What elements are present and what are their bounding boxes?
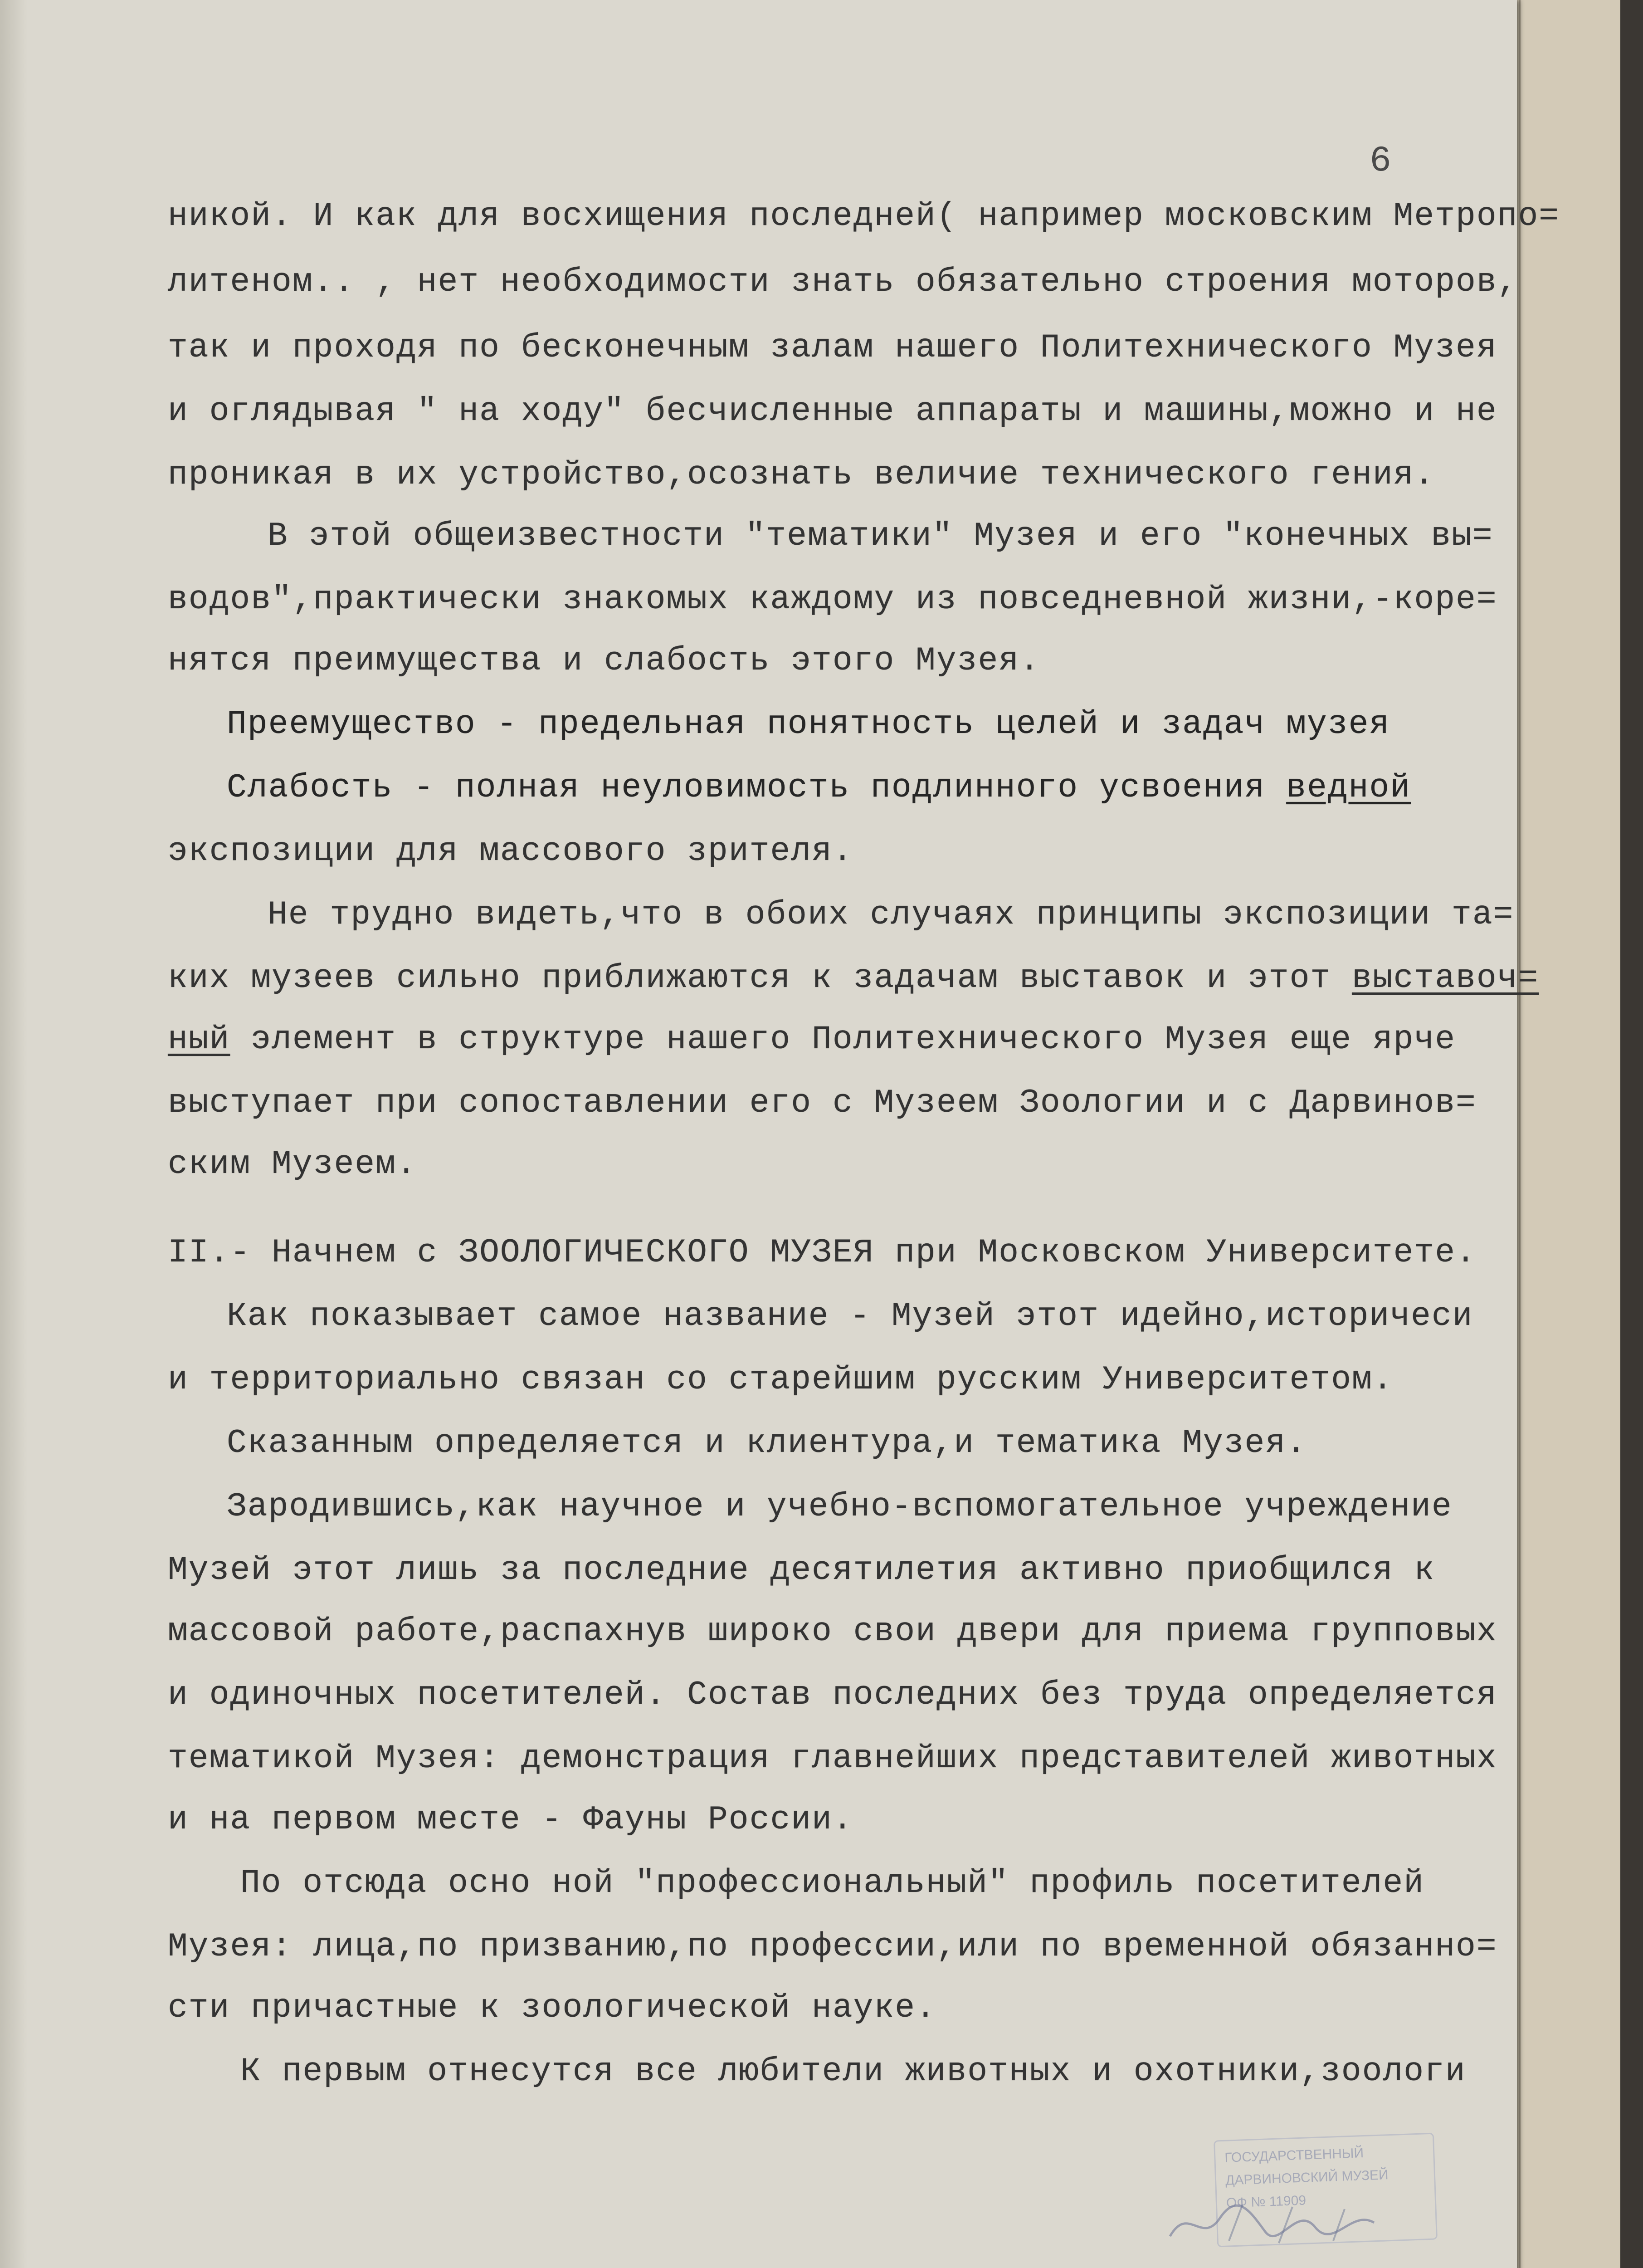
text-line: так и проходя по бесконечным залам нашего Политехнического Музея [168,329,1497,367]
text-line: По отсюда осно ной "профессиональный" профиль посетителей [240,1864,1425,1902]
text-line: водов",практически знакомых каждому из повседневной жизни,-коре= [168,581,1497,618]
stamp-text: ОФ № 11909 [1226,2193,1307,2211]
text-line: Музей этот лишь за последние десятилетия активно приобщился к [168,1551,1435,1589]
text-line: проникая в их устройство,осознать величие технического гения. [168,456,1435,494]
text-line: тематикой Музея: демонстрация главнейших представителей животных [168,1740,1497,1777]
text-line: никой. И как для восхищения последней( например московским Метропо= [168,197,1560,235]
text-line: и на первом месте - Фауны России. [168,1801,853,1838]
text-line: нятся преимущества и слабость этого Музея. [168,642,1040,679]
text-line: Музея: лица,по призванию,по профессии,или по временной обязанно= [168,1928,1497,1965]
section-heading-line: II.- Начнем с ЗООЛОГИЧЕСКОГО МУЗЕЯ при Московском Университете. [168,1234,1477,1271]
text-line: литеном.. , нет необходимости знать обязательно строения моторов, [168,263,1518,301]
text-run: ких музеев сильно приближаются к задачам выставок и этот [168,959,1352,997]
text-line: ским Музеем. [168,1145,417,1183]
text-line: Преемущество - предельная понятность целей и задач музея [227,705,1390,743]
underlying-sheet [1519,0,1620,2268]
text-run: элемент в структуре нашего Политехнического Музея еще ярче [230,1021,1456,1058]
text-line: Зародившись,как научное и учебно-вспомогательное учреждение [227,1488,1453,1525]
text-line: экспозиции для массового зрителя. [168,832,853,870]
text-line: В этой общеизвестности "тематики" Музея и его "конечных вы= [268,517,1493,555]
text-line: и оглядывая " на ходу" бесчисленные аппараты и машины,можно и не [168,392,1497,430]
text-line [227,769,1411,807]
text-run: Слабость - полная неуловимость подлинного усвоения [227,769,1287,807]
text-line [168,959,1539,997]
text-line: и одиночных посетителей. Состав последних без труда определяется [168,1676,1497,1714]
underlined-word: выставоч= [1352,959,1539,997]
text-line [168,1023,1456,1056]
text-line: и территориально связан со старейшим русским Университетом. [168,1361,1394,1398]
handwritten-inventory-number [1161,2186,1397,2254]
text-line: массовой работе,распахнув широко свои двери для приема групповых [168,1613,1497,1650]
text-line: выступает при сопоставлении его с Музеем Зоологии и с Дарвинов= [168,1084,1477,1122]
text-line: Не трудно видеть,что в обоих случаях принципы экспозиции та= [268,896,1514,934]
stamp-text: ДАРВИНОВСКИЙ МУЗЕЙ [1225,2167,1389,2188]
text-line: сти причастные к зоологической науке. [168,1989,936,2027]
text-line: Сказанным определяется и клиентура,и тематика Музея. [227,1424,1307,1462]
stamp-text: ГОСУДАРСТВЕННЫЙ [1224,2146,1364,2165]
text-line: К первым отнесутся все любители животных и охотники,зоологи [240,2053,1466,2090]
underlined-word: ведной [1286,769,1411,807]
page-number: 6 [1370,141,1393,182]
underlined-word: ный [168,1021,230,1058]
text-line: Как показывает самое название - Музей этот идейно,историчеси [227,1297,1473,1335]
